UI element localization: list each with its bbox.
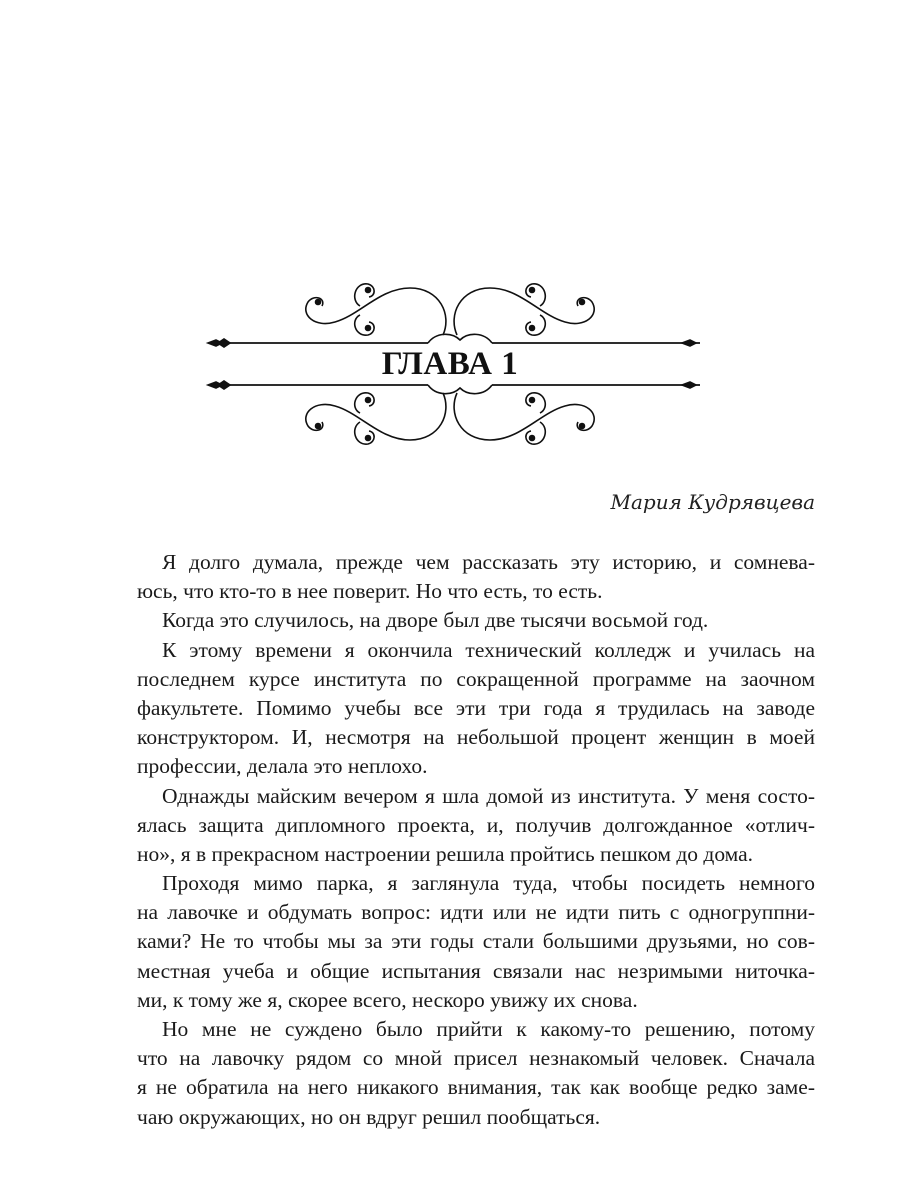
text-line: но», я в прекрасном настроении решила пройтись пешком до дома. — [137, 841, 754, 866]
text-line: юсь, что кто-то в нее поверит. Но что есть, то есть. — [137, 579, 603, 604]
author-name: Мария Кудрявцева — [610, 490, 815, 514]
chapter-title: ГЛАВА 1 — [381, 346, 519, 382]
text-line: что на лавочку рядом со мной присел незнакомый человек. Сначала — [137, 1046, 815, 1071]
text-line: конструктором. И, несмотря на небольшой процент женщин в моей — [137, 725, 815, 750]
paragraph — [137, 636, 815, 782]
text-line: ялась защита дипломного проекта, и, получив долгожданное «отлич- — [137, 812, 815, 837]
text-line: местная учеба и общие испытания связали нас незримыми ниточка- — [137, 958, 815, 983]
paragraph — [137, 1015, 815, 1132]
text-line: Проходя мимо парка, я заглянула туда, чтобы посидеть немного — [162, 871, 815, 896]
text-line: последнем курсе института по сокращенной программе на заочном — [137, 666, 815, 691]
text-line: я не обратила на него никакого внимания, так как вообще редко заме- — [137, 1075, 815, 1100]
scroll-top-left — [306, 284, 446, 335]
text-line: профессии, делала это неплохо. — [137, 754, 428, 779]
text-line: К этому времени я окончила технический колледж и училась на — [162, 637, 815, 662]
body-text — [137, 548, 815, 1132]
text-line: ками? Не то чтобы мы за эти годы стали большими друзьями, но сов- — [137, 929, 815, 954]
text-line: Однажды майским вечером я шла домой из института. У меня состо- — [162, 783, 815, 808]
scroll-bottom-left — [306, 393, 446, 444]
text-line: Я долго думала, прежде чем рассказать эту историю, и сомнева- — [162, 550, 815, 574]
paragraph — [137, 782, 815, 870]
scroll-bottom-right — [454, 393, 594, 444]
scroll-top-right — [454, 284, 594, 335]
text-line: чаю окружающих, но он вдруг решил пообщаться. — [137, 1104, 601, 1129]
text-line: факультете. Помимо учебы все эти три года я трудилась на заводе — [137, 695, 815, 720]
paragraph — [137, 606, 815, 635]
text-line: Когда это случилось, на дворе был две тысячи восьмой год. — [162, 608, 709, 633]
text-line: Но мне не суждено было прийти к какому-то решению, потому — [162, 1017, 815, 1041]
text-line: ми, к тому же я, скорее всего, нескоро увижу их снова. — [137, 987, 638, 1012]
paragraph — [137, 869, 815, 1015]
text-line: на лавочке и обдумать вопрос: идти или не идти пить с одногруппни- — [137, 900, 815, 925]
paragraph — [137, 548, 815, 606]
